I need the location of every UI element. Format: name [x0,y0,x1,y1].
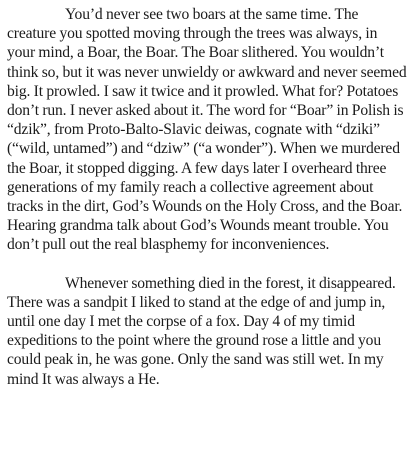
paragraph-forest: Whenever something died in the forest, it disappeared. There was a sandpit I liked to stand at the edge of and jump in, until one day I met the corpse of a fox. Day 4 of my timid expeditions to the point where the ground rose a little and you could peak in, he was gone. Only the sand was still wet. In my mind It was always a He. [7,274,396,388]
paragraph-boar: You’d never see two boars at the same time. The creature you spotted moving through the trees was always, in your mind, a Boar, the Boar. The Boar slithered. You wouldn’t think so, but it was never unwieldy or awkward and never seemed big. It prowled. I saw it twice and it prowled. What for? Potatoes don’t run. I never asked about it. The word for “Boar” in Polish is “dzik”, from Proto-Balto-Slavic deiwas, cognate with “dziki” (“wild, untamed”) and “dziw” (“a wonder”). When we murdered the Boar, it stopped digging. A few days later I overheard three generations of my family reach a collective agreement about tracks in the dirt, God’s Wounds on the Holy Cross, and the Boar. Hearing grandma talk about God’s Wounds meant trouble. You don’t pull out the real blasphemy for inconveniences. [7,6,407,254]
